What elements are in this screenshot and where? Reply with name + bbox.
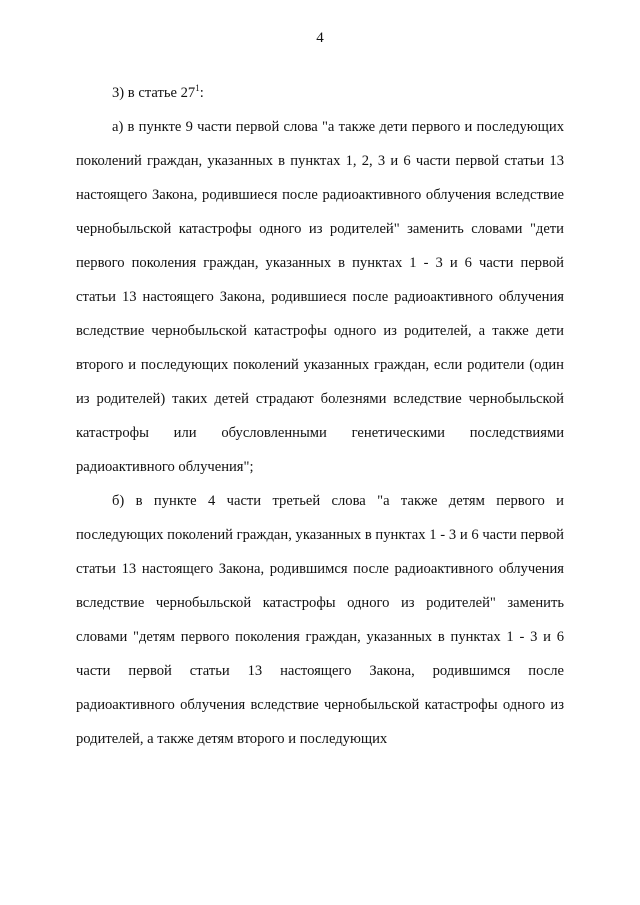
item-heading bbox=[76, 76, 564, 110]
paragraph-b: б) в пункте 4 части третьей слова "а также детям первого и последующих поколений граждан, указанных в пунктах 1 - 3 и 6 части первой статьи 13 настоящего Закона, родившимся после радиоактивного облучения вследствие чернобыльской катастрофы одного из родителей" заменить словами "детям первого поколения граждан, указанных в пунктах 1 - 3 и 6 части первой статьи 13 настоящего Закона, родившимся после радиоактивного облучения вследствие чернобыльской катастрофы одного из родителей, а также детям второго и последующих bbox=[76, 493, 564, 747]
page-number: 4 bbox=[316, 30, 324, 46]
document-body bbox=[76, 76, 564, 756]
item-heading-text: 3) в статье 27 bbox=[112, 85, 196, 101]
paragraph-a: а) в пункте 9 части первой слова "а также дети первого и последующих поколений граждан, указанных в пунктах 1, 2, 3 и 6 части первой статьи 13 настоящего Закона, родившиеся после радиоактивного облучения вследствие чернобыльской катастрофы одного из родителей" заменить словами "дети первого поколения граждан, указанных в пунктах 1 - 3 и 6 части первой статьи 13 настоящего Закона, родившиеся после радиоактивного облучения вследствие чернобыльской катастрофы одного из родителей, а также дети второго и последующих поколений указанных граждан, если родители (один из родителей) таких детей страдают болезнями вследствие чернобыльской катастрофы или обусловленными генетическими последствиями радиоактивного облучения"; bbox=[76, 119, 564, 475]
item-heading-colon: : bbox=[199, 85, 204, 101]
article-superscript: 1 bbox=[195, 83, 200, 93]
